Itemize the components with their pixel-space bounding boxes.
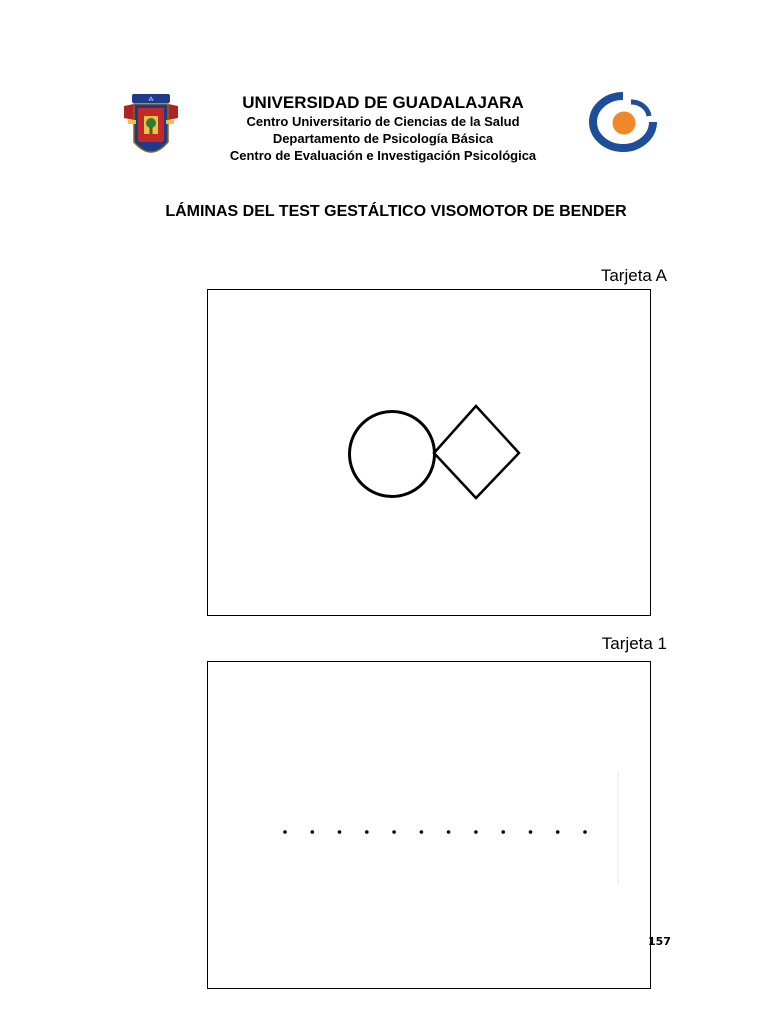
institution-header <box>200 92 566 164</box>
figure-dot <box>283 830 287 834</box>
document-title: LÁMINAS DEL TEST GESTÁLTICO VISOMOTOR DE BENDER <box>165 203 627 220</box>
card-a-label: Tarjeta A <box>600 266 667 285</box>
page-number: 157 <box>648 935 671 948</box>
figure-dot <box>474 830 478 834</box>
figure-circle <box>350 412 435 497</box>
figure-dot <box>447 830 451 834</box>
circle-and-diamond-figure <box>208 290 650 615</box>
figure-dot <box>365 830 369 834</box>
svg-text:⁂: ⁂ <box>148 97 154 103</box>
figure-dot <box>311 830 315 834</box>
department-name: Departamento de Psicología Básica <box>272 131 494 146</box>
figure-dot <box>583 830 587 834</box>
figure-dot <box>556 830 560 834</box>
figure-dot <box>529 830 533 834</box>
card-1 <box>207 661 651 989</box>
unit-name: Centro de Evaluación e Investigación Psicológica <box>229 148 537 163</box>
card-1-label: Tarjeta 1 <box>601 634 667 653</box>
figure-dot <box>501 830 505 834</box>
ceip-logo <box>587 92 659 154</box>
university-name: UNIVERSIDAD DE GUADALAJARA <box>242 93 524 112</box>
figure-dot <box>392 830 396 834</box>
dotted-line-figure <box>208 662 650 988</box>
center-name: Centro Universitario de Ciencias de la Salud <box>246 114 520 129</box>
university-crest-logo <box>122 90 180 166</box>
figure-dot <box>420 830 424 834</box>
figure-diamond <box>434 406 519 498</box>
figure-dot <box>338 830 342 834</box>
card-a <box>207 289 651 616</box>
